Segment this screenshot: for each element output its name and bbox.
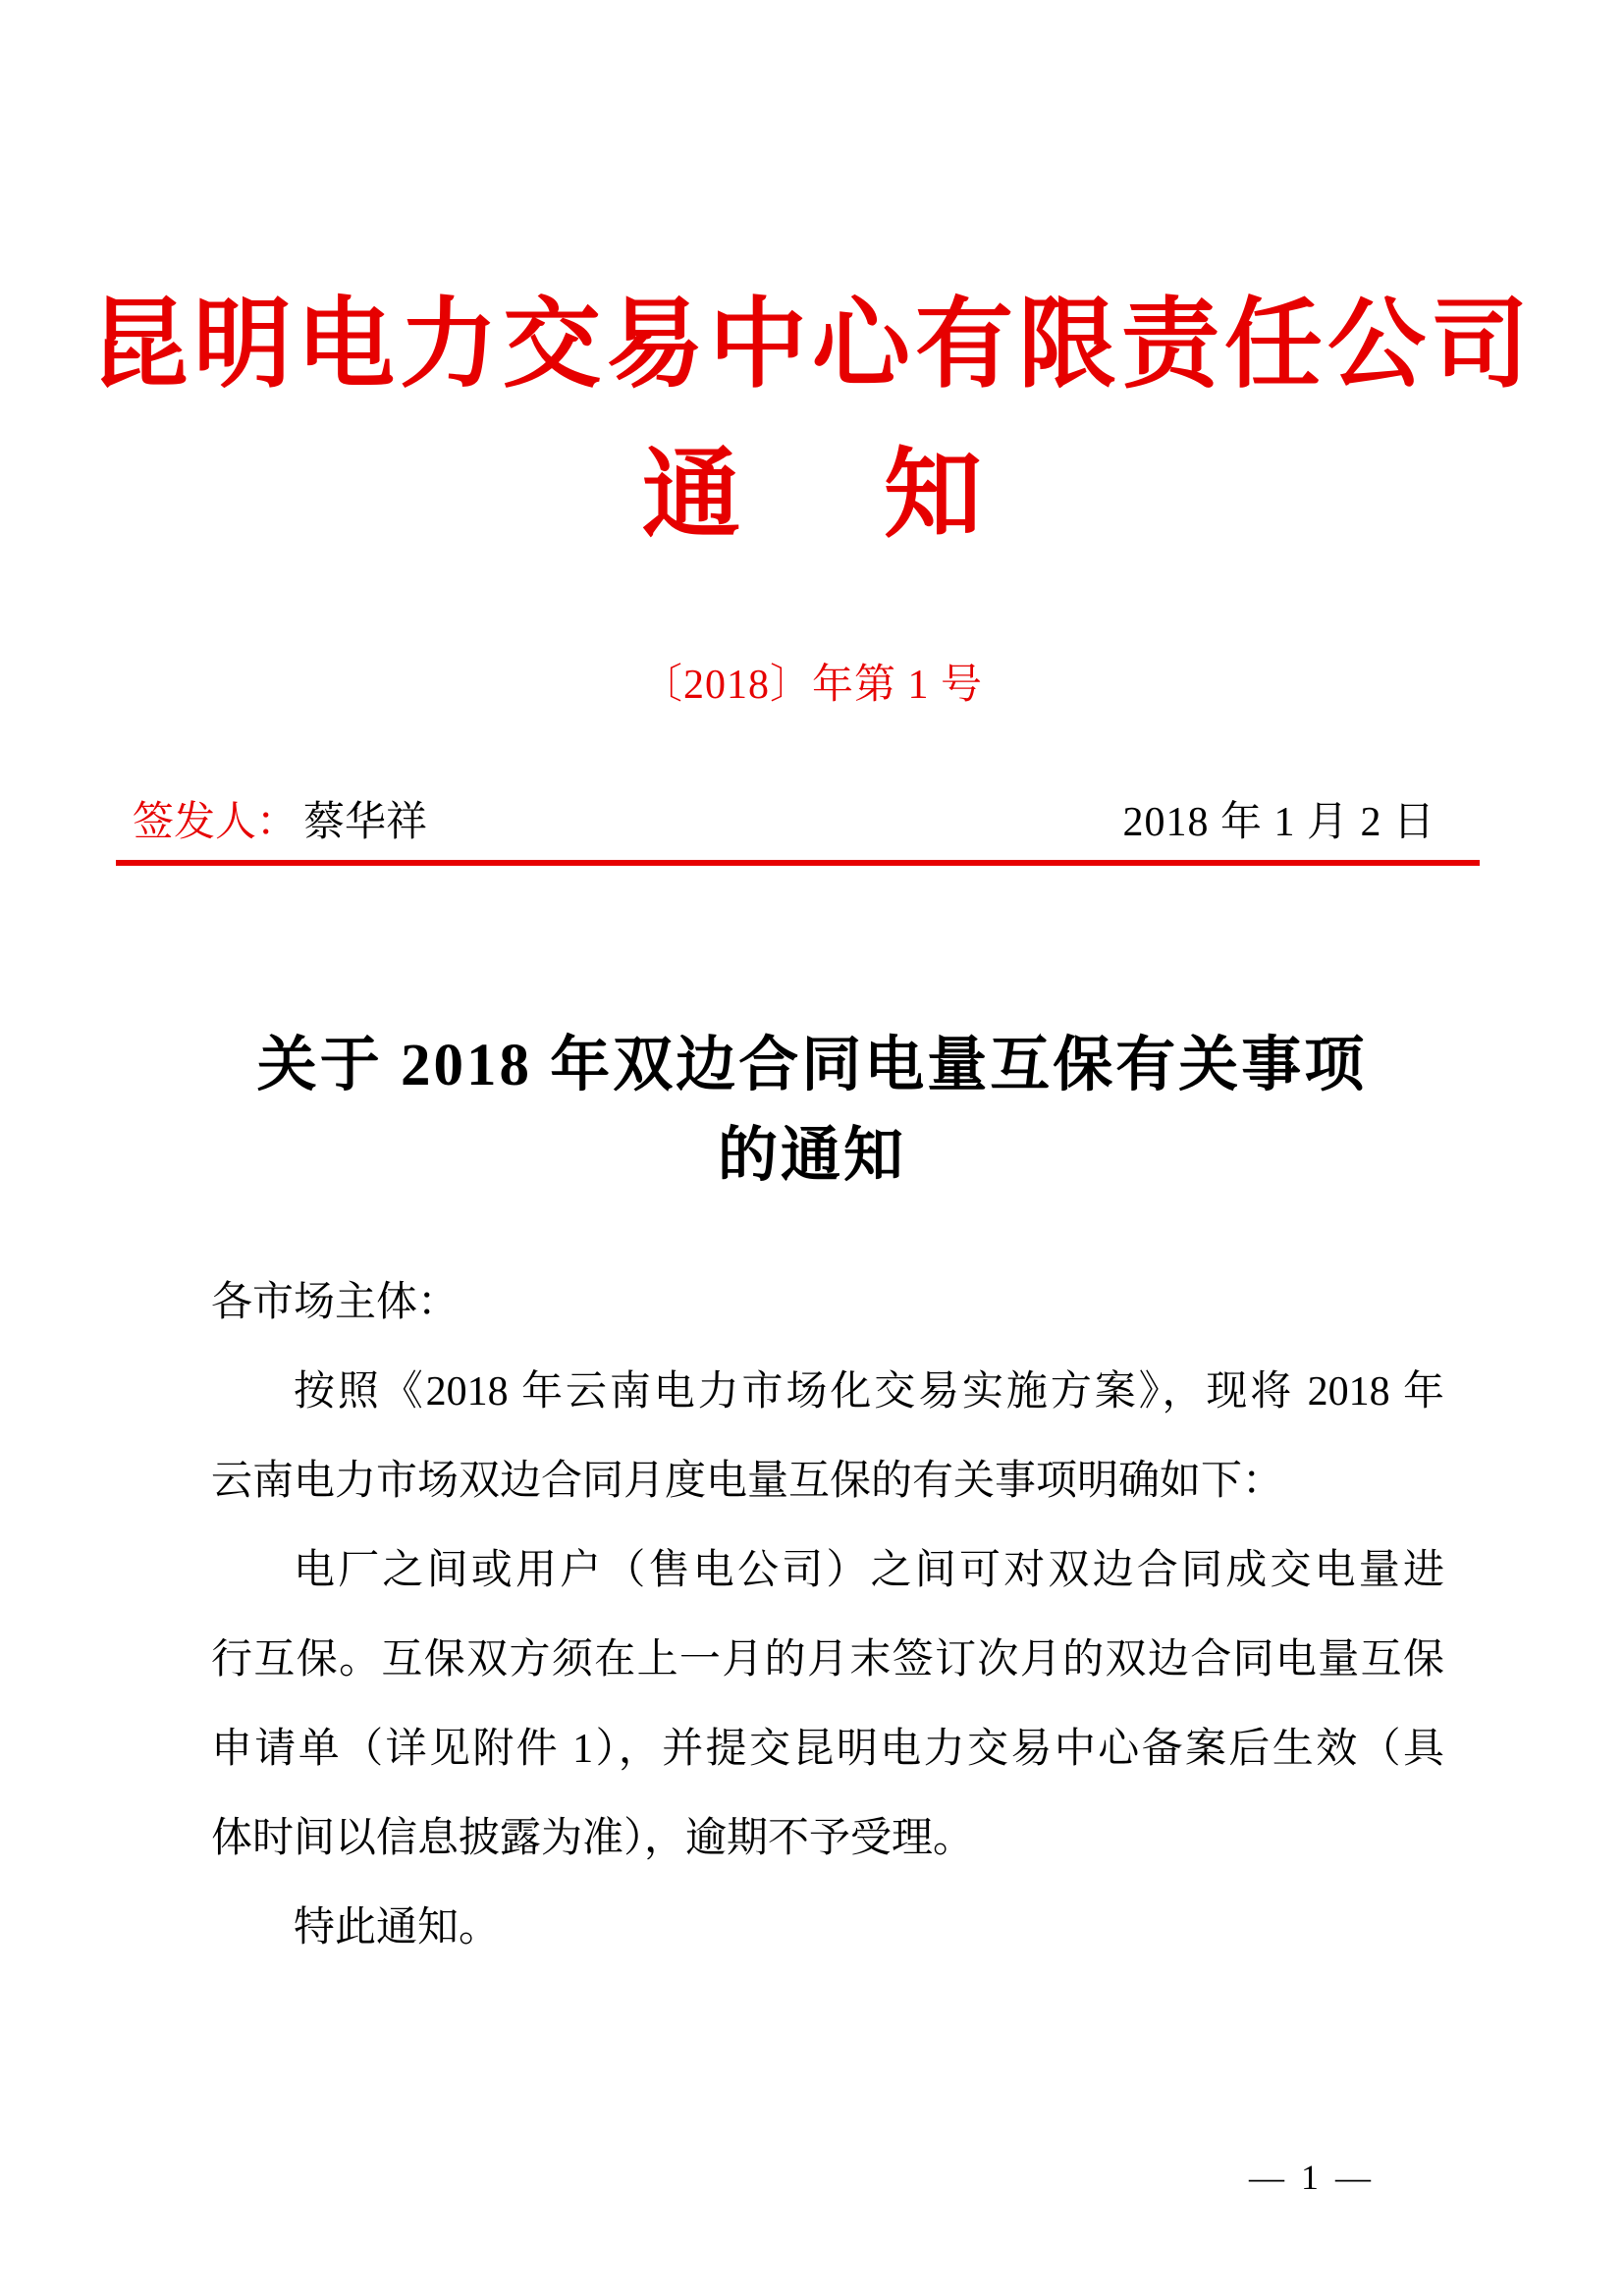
body-line-closing: 特此通知。 <box>294 1905 501 1950</box>
red-divider-rule <box>116 860 1480 866</box>
body-line: 云南电力市场双边合同月度电量互保的有关事项明确如下： <box>211 1459 1284 1504</box>
body-line: 行互保。互保双方须在上一月的月末签订次月的双边合同电量互保 <box>211 1637 1444 1682</box>
signer-date-row <box>133 797 1435 848</box>
notice-title-line-1: 关于 2018 年双边合同电量互保有关事项 <box>256 1033 1368 1098</box>
doc-type-heading <box>0 438 1624 554</box>
signer-name: 蔡华祥 <box>303 800 428 845</box>
doc-type-char-2: 知 <box>884 441 982 550</box>
page-number: — 1 — <box>1249 2158 1375 2197</box>
signer-group <box>133 797 427 848</box>
notice-title <box>0 1021 1624 1201</box>
body-line: 按照《2018 年云南电力市场化交易实施方案》，现将 2018 年 <box>294 1369 1444 1415</box>
notice-body <box>211 1258 1444 1973</box>
doc-number: 〔2018〕年第 1 号 <box>640 663 983 708</box>
body-line: 电厂之间或用户（售电公司）之间可对双边合同成交电量进 <box>294 1548 1444 1593</box>
doc-type-char-1: 通 <box>642 441 740 550</box>
signer-label: 签发人： <box>133 800 298 845</box>
body-line: 申请单（详见附件 1），并提交昆明电力交易中心备案后生效（具 <box>211 1727 1444 1772</box>
issue-date: 2018 年 1 月 2 日 <box>1122 800 1435 845</box>
notice-title-line-2: 的通知 <box>717 1123 906 1189</box>
body-line: 体时间以信息披露为准），逾期不予受理。 <box>211 1816 975 1861</box>
body-line-salutation: 各市场主体： <box>211 1280 460 1325</box>
org-title: 昆明电力交易中心有限责任公司 <box>90 291 1534 400</box>
